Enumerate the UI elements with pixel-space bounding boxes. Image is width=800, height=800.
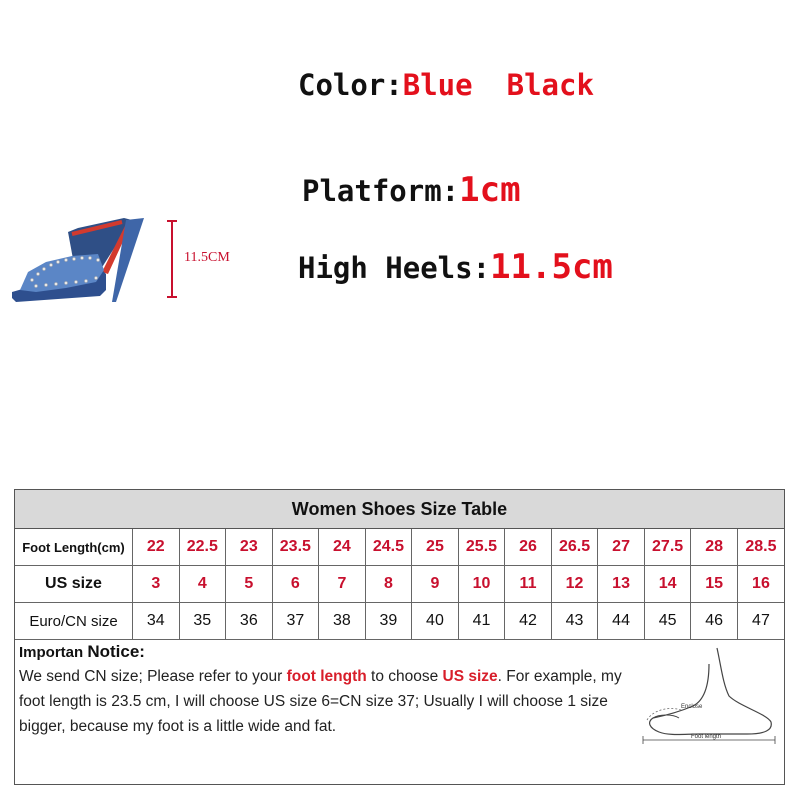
size-grid (15, 529, 784, 640)
table-cell: 42 (505, 603, 552, 640)
table-cell: 37 (272, 603, 319, 640)
table-cell: 13 (598, 566, 645, 603)
table-cell: 23.5 (272, 529, 319, 566)
heel-label: High Heels: (298, 251, 491, 285)
table-cell: 28.5 (737, 529, 784, 566)
notice-part: to choose (366, 668, 443, 685)
notice-text (19, 664, 629, 739)
platform-label: Platform: (302, 174, 460, 208)
platform-spec (302, 170, 521, 210)
table-cell: 38 (319, 603, 366, 640)
notice-highlight-foot-length: foot length (286, 668, 367, 685)
table-cell: 5 (226, 566, 273, 603)
table-cell: 39 (365, 603, 412, 640)
heel-height-dimension-marker (162, 219, 182, 299)
table-cell: 15 (691, 566, 738, 603)
table-cell: 25 (412, 529, 459, 566)
table-cell: 26 (505, 529, 552, 566)
foot-length-label: Foot length (691, 734, 722, 740)
table-cell: 23 (226, 529, 273, 566)
table-cell: 28 (691, 529, 738, 566)
table-cell: 6 (272, 566, 319, 603)
table-cell: 46 (691, 603, 738, 640)
table-cell: 11 (505, 566, 552, 603)
table-cell: 14 (644, 566, 691, 603)
table-cell: 24.5 (365, 529, 412, 566)
table-cell: 4 (179, 566, 226, 603)
table-cell: 27.5 (644, 529, 691, 566)
table-row-foot-length (15, 529, 784, 566)
heel-dimension-label: 11.5CM (184, 250, 230, 265)
notice-part: We send CN size; Please refer to your (19, 668, 287, 685)
table-cell: 3 (133, 566, 180, 603)
shoe-product-image (6, 212, 166, 317)
heel-spec (298, 247, 613, 287)
table-cell: 24 (319, 529, 366, 566)
table-cell: 22.5 (179, 529, 226, 566)
size-table (14, 489, 785, 785)
notice-section (15, 640, 784, 786)
table-cell: 26.5 (551, 529, 598, 566)
notice-heading (19, 642, 145, 662)
table-cell: 25.5 (458, 529, 505, 566)
foot-measure-diagram (629, 644, 779, 744)
color-value-blue: Blue (402, 68, 473, 102)
table-cell: 22 (133, 529, 180, 566)
notice-highlight-us-size: US size (442, 668, 498, 685)
table-cell: 45 (644, 603, 691, 640)
color-spec (298, 68, 594, 102)
table-cell: 40 (412, 603, 459, 640)
notice-heading-a: Importan (19, 644, 88, 661)
table-cell: 47 (737, 603, 784, 640)
table-cell: 9 (412, 566, 459, 603)
table-cell: 27 (598, 529, 645, 566)
table-cell: 44 (598, 603, 645, 640)
color-label: Color: (298, 68, 403, 102)
table-cell: 36 (226, 603, 273, 640)
table-cell: 7 (319, 566, 366, 603)
table-cell: 12 (551, 566, 598, 603)
table-cell: 34 (133, 603, 180, 640)
table-cell: 8 (365, 566, 412, 603)
platform-value: 1cm (459, 170, 521, 210)
notice-heading-b: Notice: (87, 642, 145, 661)
table-cell: 16 (737, 566, 784, 603)
table-cell: 41 (458, 603, 505, 640)
table-row-euro-cn-size (15, 603, 784, 640)
color-value-black: Black (506, 68, 594, 102)
size-table-title: Women Shoes Size Table (15, 490, 784, 529)
heel-value: 11.5cm (490, 247, 613, 287)
table-cell: 35 (179, 603, 226, 640)
row-label: US size (15, 566, 133, 603)
notice-part: . For example, my foot length is 23.5 cm, I will choose US size 6=CN size 37; Usually I will choose 1 size bigger, because my foot is a little wide and fat. (19, 668, 622, 735)
row-label: Foot Length(cm) (15, 529, 133, 566)
enclose-label: Enclose (681, 704, 703, 710)
row-label: Euro/CN size (15, 603, 133, 640)
table-cell: 10 (458, 566, 505, 603)
table-cell: 43 (551, 603, 598, 640)
table-row-us-size (15, 566, 784, 603)
